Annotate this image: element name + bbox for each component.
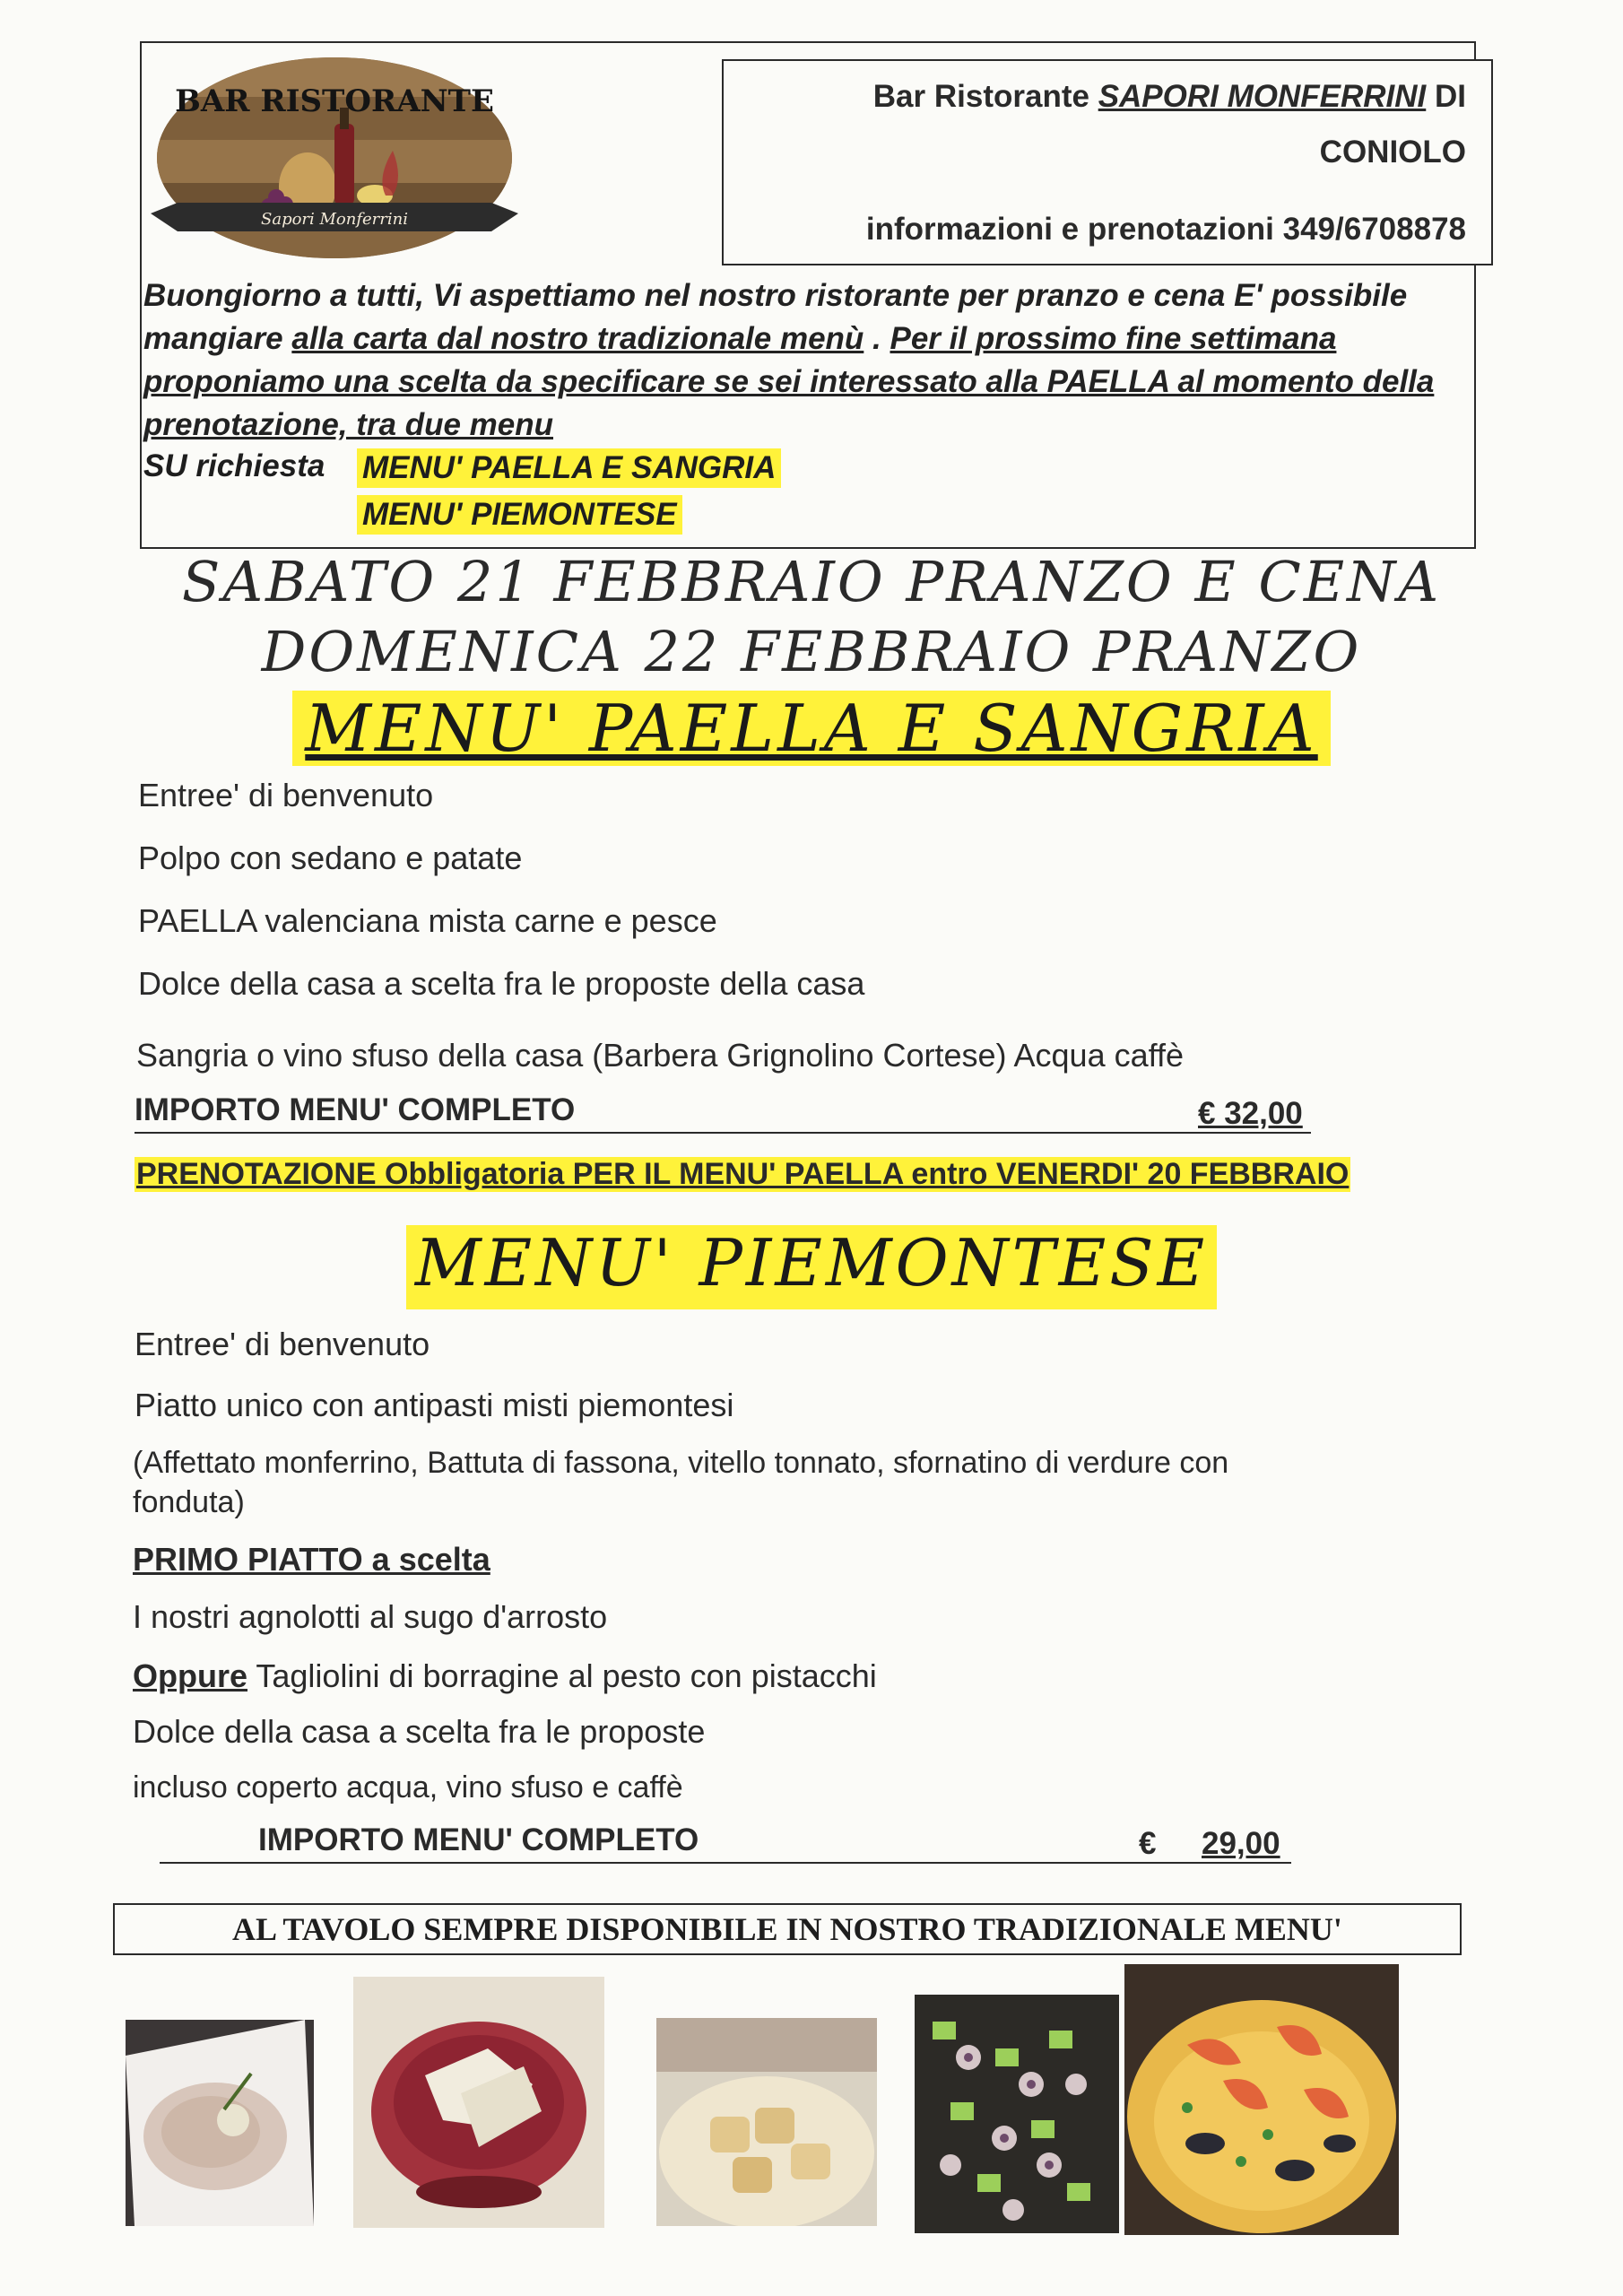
contact-restaurant-name [873, 79, 1466, 115]
piemontese-menu-title-row [0, 1225, 1623, 1300]
intro-line-3-text: proponiamo una scelta da specificare se sei interessato alla PAELLA al momento della [143, 364, 1435, 399]
paella-menu-title-row [0, 691, 1623, 766]
intro-line-2 [143, 317, 1453, 361]
paella-total-rule [135, 1132, 1311, 1134]
paella-item-4: Dolce della casa a scelta fra le proposte della casa [138, 965, 865, 1002]
paella-item-3: PAELLA valenciana mista carne e pesce [138, 902, 717, 939]
intro-line-4 [143, 404, 1453, 447]
piemontese-menu-title: MENU' PIEMONTESE [406, 1225, 1217, 1309]
intro-line-2a: mangiare [143, 321, 292, 356]
option-paella-sangria: MENU' PAELLA E SANGRIA [357, 448, 781, 488]
piemontese-item-5 [133, 1657, 877, 1695]
piemontese-item-4: I nostri agnolotti al sugo d'arrosto [133, 1598, 608, 1635]
oppure-label: Oppure [133, 1657, 248, 1694]
piemontese-total-price: 29,00 [1202, 1826, 1280, 1861]
paella-total-price: € 32,00 [1198, 1096, 1303, 1131]
date-saturday: SABATO 21 FEBBRAIO PRANZO E CENA [181, 549, 1442, 614]
contact-name-italic: SAPORI MONFERRINI [1098, 79, 1427, 114]
piemontese-item-2: Piatto unico con antipasti misti piemontesi [135, 1387, 734, 1423]
piemontese-item-3a: (Affettato monferrino, Battuta di fassona, vitello tonnato, sfornatino di verdure con [133, 1446, 1229, 1480]
paella-photo [1124, 1964, 1399, 2235]
intro-line-4-text: prenotazione, tra due menu [143, 407, 553, 442]
intro-line-2c: . [864, 321, 890, 356]
paella-menu-title: MENU' PAELLA E SANGRIA [292, 691, 1330, 766]
intro-text [143, 274, 1453, 447]
paella-item-1: Entree' di benvenuto [138, 777, 434, 813]
piemontese-item-6: Dolce della casa a scelta fra le proposte [133, 1713, 706, 1750]
contact-location: CONIOLO [1319, 135, 1466, 170]
contact-box [722, 59, 1493, 265]
logo-arch-text: BAR RISTORANTE [175, 83, 494, 119]
intro-line-2d: Per il prossimo fine settimana [890, 321, 1337, 356]
piemontese-total-currency: € [1139, 1826, 1157, 1861]
date-sunday: DOMENICA 22 FEBBRAIO PRANZO [261, 619, 1362, 684]
intro-line-1: Buongiorno a tutti, Vi aspettiamo nel nostro ristorante per pranzo e cena E' possibile [143, 278, 1408, 313]
contact-name-suffix: DI [1426, 79, 1466, 114]
intro-line-3 [143, 361, 1453, 404]
piemontese-item-1: Entree' di benvenuto [135, 1326, 430, 1362]
piemontese-item-5-text: Tagliolini di borragine al pesto con pistacchi [247, 1657, 877, 1694]
agnolotti-photo [656, 2018, 877, 2226]
intro-line-2b: alla carta dal nostro tradizionale menù [291, 321, 864, 356]
paella-reservation-notice: PRENOTAZIONE Obbligatoria PER IL MENU' PAELLA entro VENERDI' 20 FEBBRAIO [136, 1157, 1350, 1191]
piemontese-primo-heading: PRIMO PIATTO a scelta [133, 1541, 490, 1578]
vitello-tonnato-photo [126, 2020, 314, 2226]
restaurant-logo [151, 52, 518, 267]
contact-name-prefix: Bar Ristorante [872, 79, 1098, 114]
contact-phone: informazioni e prenotazioni 349/6708878 [865, 212, 1466, 247]
option-piemontese: MENU' PIEMONTESE [357, 495, 682, 535]
piemontese-total-rule [160, 1862, 1291, 1864]
paella-total-label: IMPORTO MENU' COMPLETO [135, 1092, 576, 1127]
piemontese-item-3b: fonduta) [133, 1485, 245, 1519]
piemontese-item-7: incluso coperto acqua, vino sfuso e caffè [133, 1770, 683, 1805]
logo-banner-text: Sapori Monferrini [261, 210, 408, 229]
footer-banner: AL TAVOLO SEMPRE DISPONIBILE IN NOSTRO TRADIZIONALE MENU' [113, 1903, 1462, 1955]
piemontese-total-label: IMPORTO MENU' COMPLETO [258, 1822, 699, 1857]
su-richiesta-label: SU richiesta [143, 448, 325, 483]
polpo-photo [915, 1995, 1119, 2233]
battuta-fassona-photo [353, 1977, 604, 2228]
paella-item-5: Sangria o vino sfuso della casa (Barbera Grignolino Cortese) Acqua caffè [136, 1037, 1184, 1074]
paella-item-2: Polpo con sedano e patate [138, 839, 523, 876]
